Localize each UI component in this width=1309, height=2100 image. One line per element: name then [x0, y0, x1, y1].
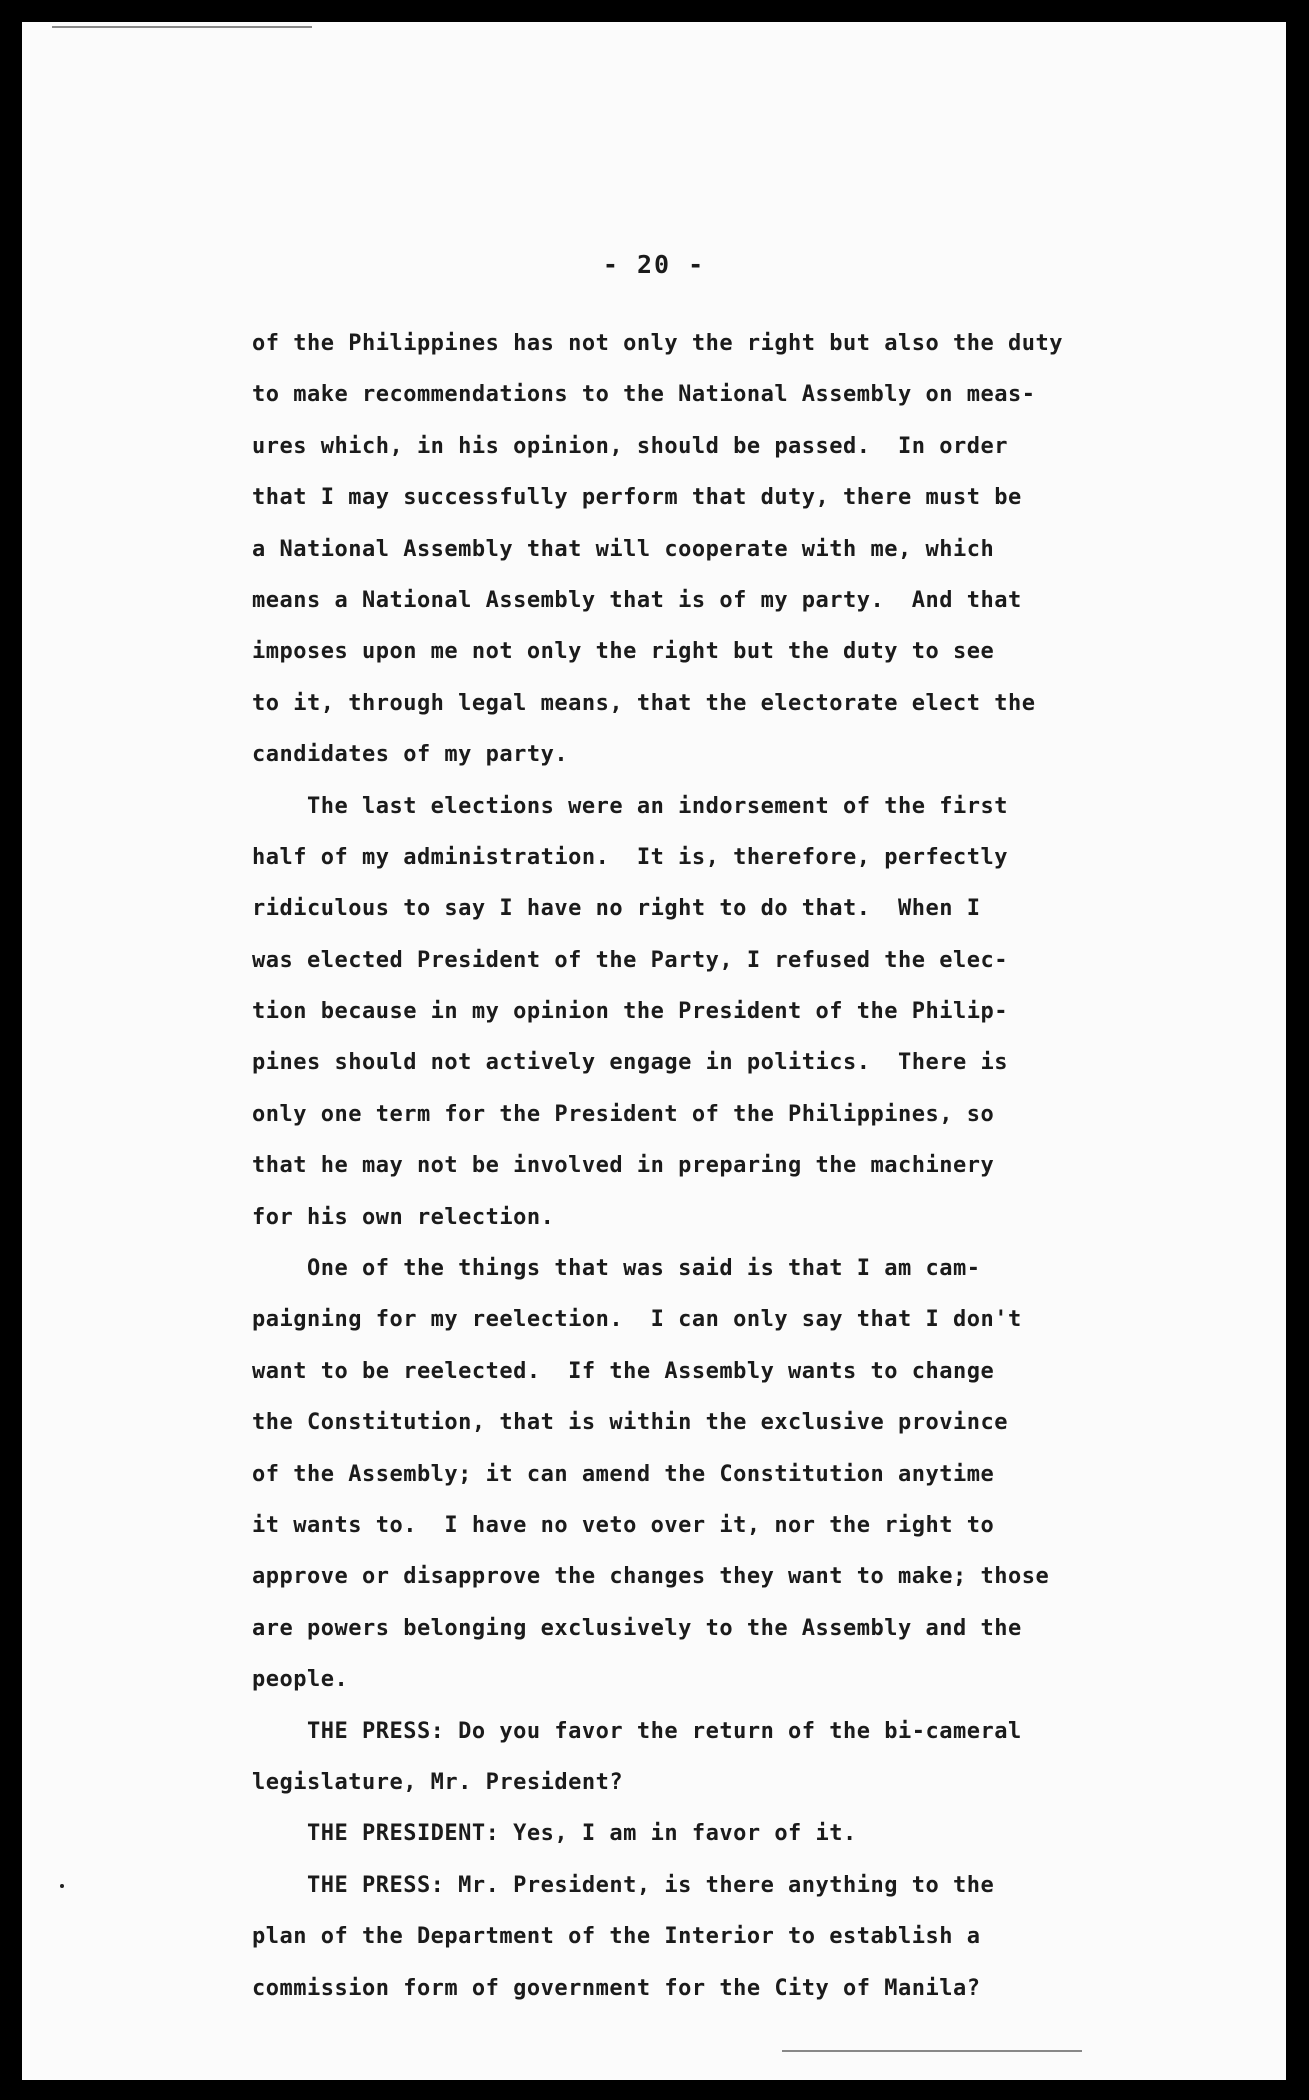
text-line: half of my administration. It is, therefore, perfectly — [252, 844, 1008, 870]
scan-edge-top — [52, 26, 312, 28]
text-line: The last elections were an indorsement of the first — [252, 793, 1008, 819]
document-page — [22, 22, 1286, 2080]
text-line: ures which, in his opinion, should be passed. In order — [252, 433, 1008, 459]
text-line: candidates of my party. — [252, 742, 569, 768]
text-line: THE PRESS: Do you favor the return of the bi-cameral — [252, 1718, 1022, 1744]
text-line: to it, through legal means, that the electorate elect the — [252, 690, 1036, 716]
text-line: the Constitution, that is within the exclusive province — [252, 1410, 1008, 1436]
text-line: commission form of government for the City of Manila? — [252, 1975, 981, 2001]
text-line: for his own relection. — [252, 1204, 555, 1230]
text-line: a National Assembly that will cooperate with me, which — [252, 536, 995, 562]
text-line: was elected President of the Party, I refused the elec- — [252, 947, 1008, 973]
text-line: means a National Assembly that is of my party. And that — [252, 587, 1022, 613]
text-line: approve or disapprove the changes they want to make; those — [252, 1564, 1050, 1590]
text-line: people. — [252, 1667, 349, 1693]
text-line: paigning for my reelection. I can only say that I don't — [252, 1307, 1022, 1333]
text-line: of the Philippines has not only the right but also the duty — [252, 331, 1063, 356]
text-line: that he may not be involved in preparing the machinery — [252, 1153, 995, 1179]
text-line: want to be reelected. If the Assembly wants to change — [252, 1358, 995, 1384]
text-line: tion because in my opinion the President of the Philip- — [252, 999, 1008, 1025]
document-body — [252, 318, 1212, 2014]
text-line: that I may successfully perform that duty, there must be — [252, 485, 1022, 511]
text-line: ridiculous to say I have no right to do that. When I — [252, 896, 981, 922]
text-line: plan of the Department of the Interior to establish a — [252, 1924, 981, 1950]
text-line: pines should not actively engage in politics. There is — [252, 1050, 1008, 1076]
text-line: THE PRESIDENT: Yes, I am in favor of it. — [252, 1821, 857, 1847]
scan-edge-bottom — [782, 2050, 1082, 2052]
text-line: only one term for the President of the Philippines, so — [252, 1101, 995, 1127]
text-line: One of the things that was said is that I am cam- — [252, 1256, 981, 1282]
text-line: imposes upon me not only the right but the duty to see — [252, 639, 995, 665]
page-number: - 20 - — [602, 250, 706, 279]
text-line: it wants to. I have no veto over it, nor the right to — [252, 1512, 995, 1538]
text-line: of the Assembly; it can amend the Constitution anytime — [252, 1461, 995, 1487]
text-line: legislature, Mr. President? — [252, 1769, 624, 1795]
text-line: THE PRESS: Mr. President, is there anything to the — [252, 1872, 995, 1898]
text-line: are powers belonging exclusively to the Assembly and the — [252, 1615, 1022, 1641]
scan-speck — [60, 1884, 64, 1888]
text-line: to make recommendations to the National Assembly on meas- — [252, 382, 1036, 408]
